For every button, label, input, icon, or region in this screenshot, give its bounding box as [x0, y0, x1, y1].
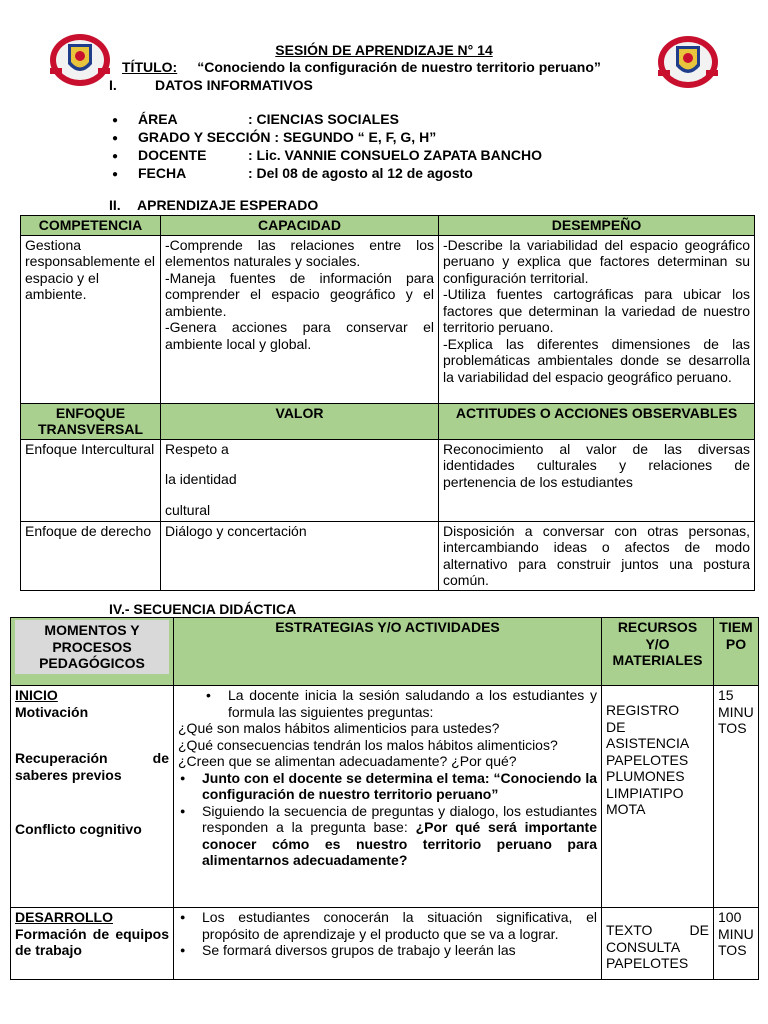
- question-3: ¿Creen que se alimentan adecuadamente? ¿Por qué?: [178, 753, 517, 769]
- motivacion-label: Motivación: [15, 703, 89, 720]
- subtitle-label: TÍTULO:: [122, 59, 178, 75]
- inicio-momentos-cell: [11, 686, 174, 908]
- document-subtitle: [122, 59, 601, 76]
- conflicto-label: Conflicto cognitivo: [15, 821, 142, 837]
- dato-fecha: ● FECHA : Del 08 de agosto al 12 de agosto: [112, 165, 473, 181]
- desarrollo-recursos-cell: TEXTO DE CONSULTA PAPELOTES: [602, 908, 714, 980]
- desarrollo-tiempo-cell: 100 MINU TOS: [714, 908, 759, 980]
- list-item: ● Siguiendo la secuencia de preguntas y dialogo, los estudiantes responden a la pregunta base: ¿Por qué será importante conocer cómo es nuestro territorio peruano para alimentarnos adecuadamente?: [178, 803, 597, 869]
- recuperacion-label: Recuperación de saberes previos: [15, 750, 169, 783]
- enfoque-cell: Enfoque Intercultural: [21, 439, 161, 521]
- header-estrategias: ESTRATEGIAS Y/O ACTIVIDADES: [174, 618, 602, 686]
- section-aprendizaje-esperado: II. APRENDIZAJE ESPERADO: [109, 197, 319, 213]
- section-datos-informativos: I. DATOS INFORMATIVOS: [109, 77, 313, 93]
- dato-grado: ● GRADO Y SECCIÓN : SEGUNDO “ E, F, G, H”: [112, 129, 437, 145]
- list-item: ● Los estudiantes conocerán la situación significativa, el propósito de aprendizaje y el producto que se va a lograr.: [178, 909, 597, 942]
- header-desempeno: DESEMPEÑO: [439, 216, 755, 236]
- header-competencia: COMPETENCIA: [21, 216, 161, 236]
- desarrollo-estrategias-cell: [174, 908, 602, 980]
- aprendizaje-table: [20, 215, 755, 591]
- header-valor: VALOR: [161, 403, 439, 439]
- capacidad-cell: -Comprende las relaciones entre los elementos naturales y sociales. -Maneja fuentes de información para comprender el espacio geográfico y el ambiente. -Genera acciones para conservar el ambiente local y global.: [161, 235, 439, 403]
- inicio-tiempo-cell: 15 MINU TOS: [714, 686, 759, 908]
- competencia-cell: Gestiona responsablemente el espacio y el ambiente.: [21, 235, 161, 403]
- header-momentos: MOMENTOS Y PROCESOS PEDAGÓGICOS: [11, 618, 174, 686]
- header-tiempo: TIEM PO: [714, 618, 759, 686]
- document-title: SESIÓN DE APRENDIZAJE N° 14: [275, 42, 493, 58]
- valor-cell: Respeto a la identidad cultural: [161, 439, 439, 521]
- list-item: ● Junto con el docente se determina el tema: “Conociendo la configuración de nuestro territorio peruano”: [178, 770, 597, 803]
- question-2: ¿Qué consecuencias tendrán los malos hábitos alimenticios?: [178, 736, 558, 753]
- secuencia-table: [10, 617, 759, 980]
- inicio-recursos-cell: REGISTRO DE ASISTENCIA PAPELOTES PLUMONES LIMPIATIPO MOTA: [602, 686, 714, 908]
- question-1: ¿Qué son malos hábitos alimenticios para ustedes?: [178, 720, 500, 736]
- valor-cell: Diálogo y concertación: [161, 521, 439, 590]
- header-enfoque: ENFOQUE TRANSVERSAL: [21, 403, 161, 439]
- desarrollo-momentos-cell: [11, 908, 174, 980]
- desarrollo-label: DESARROLLO: [15, 909, 113, 925]
- inicio-label: INICIO: [15, 687, 58, 703]
- actitud-cell: Disposición a conversar con otras personas, intercambiando ideas o afectos de modo alternativo para construir juntos una postura común.: [439, 521, 755, 590]
- subtitle-value: “Conociendo la configuración de nuestro territorio peruano”: [197, 59, 601, 75]
- header-actitudes: ACTITUDES O ACCIONES OBSERVABLES: [439, 403, 755, 439]
- dato-area: ● ÁREA : CIENCIAS SOCIALES: [112, 111, 399, 127]
- list-item: • La docente inicia la sesión saludando a los estudiantes y formula las siguientes preguntas:: [178, 687, 597, 720]
- section-secuencia-didactica: IV.- SECUENCIA DIDÁCTICA: [109, 601, 297, 617]
- actitud-cell: Reconocimiento al valor de las diversas identidades culturales y relaciones de pertenencia de los estudiantes: [439, 439, 755, 521]
- formacion-label: Formación de equipos de trabajo: [15, 925, 169, 958]
- list-item: ● Se formará diversos grupos de trabajo y leerán las: [178, 942, 597, 959]
- inicio-estrategias-cell: [174, 686, 602, 908]
- enfoque-cell: Enfoque de derecho: [21, 521, 161, 590]
- header-recursos: RECURSOS Y/O MATERIALES: [602, 618, 714, 686]
- school-crest-left: [48, 32, 112, 88]
- header-capacidad: CAPACIDAD: [161, 216, 439, 236]
- dato-docente: ● DOCENTE : Lic. VANNIE CONSUELO ZAPATA BANCHO: [112, 147, 542, 163]
- desempeno-cell: -Describe la variabilidad del espacio geográfico peruano y explica que factores determinan su configuración territorial. -Utiliza fuentes cartográficas para ubicar los factores que determinan la variedad de nuestro territorio peruano. -Explica las diferentes dimensiones de las problemáticas ambientales donde se desarrolla la variabilidad del espacio geográfico peruano.: [439, 235, 755, 403]
